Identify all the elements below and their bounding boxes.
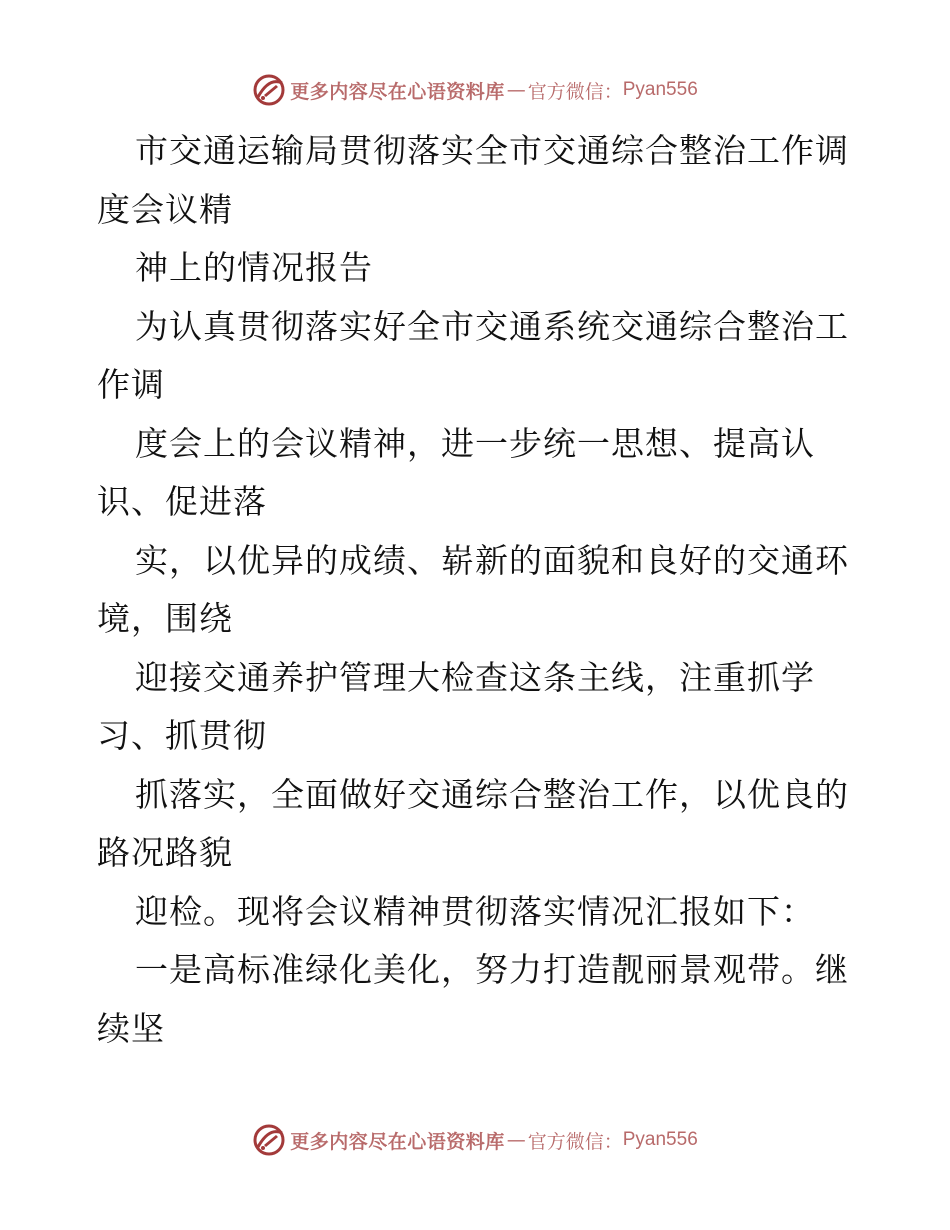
banner-dash: — [506, 79, 526, 101]
header-banner [0, 70, 950, 110]
footer-banner [0, 1120, 950, 1160]
document-line: 神上的情况报告 [135, 248, 373, 287]
brand-logo-icon [252, 1123, 286, 1157]
document-line: 为认真贯彻落实好全市交通系统交通综合整治工 [135, 306, 849, 346]
document-line: 度会议精 [97, 189, 233, 229]
banner-wechat-label: 官方微信： [527, 1130, 623, 1153]
document-line: 作调 [97, 365, 165, 404]
document-body [97, 122, 857, 1058]
brand-logo-icon [252, 73, 286, 107]
document-line: 续坚 [97, 1008, 165, 1048]
banner-dash: — [506, 1129, 526, 1151]
document-line: 市交通运输局贯彻落实全市交通综合整治工作调 [135, 131, 849, 170]
document-line: 抓落实，全面做好交通综合整治工作，以优良的 [135, 774, 849, 814]
banner-wechat-id: Pyan556 [622, 79, 698, 100]
document-line: 迎检。现将会议精神贯彻落实情况汇报如下： [135, 891, 815, 931]
document-line: 实，以优异的成绩、崭新的面貌和良好的交通环 [135, 540, 849, 580]
document-line: 境，围绕 [97, 599, 233, 638]
document-line: 习、抓贯彻 [97, 716, 267, 755]
banner-brand-text: 更多内容尽在心语资料库 [290, 1130, 505, 1153]
document-line: 迎接交通养护管理大检查这条主线，注重抓学 [135, 657, 815, 697]
banner-brand-text: 更多内容尽在心语资料库 [290, 80, 505, 103]
document-line: 一是高标准绿化美化，努力打造靓丽景观带。继 [135, 950, 849, 989]
document-line: 识、促进落 [97, 482, 267, 521]
document-line: 路况路貌 [97, 833, 233, 872]
banner-wechat-id: Pyan556 [622, 1129, 698, 1150]
banner-wechat-label: 官方微信： [527, 80, 623, 103]
document-line: 度会上的会议精神，进一步统一思想、提高认 [135, 423, 815, 463]
